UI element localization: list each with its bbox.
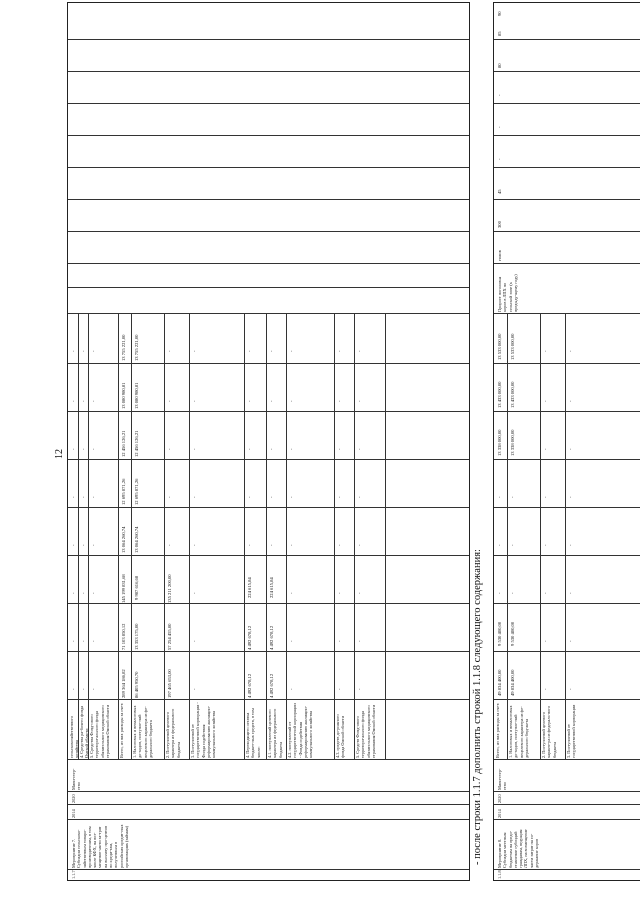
cell-2016: 13 064 260,74 — [134, 526, 139, 553]
cell-2015: 224 615,84 — [247, 577, 252, 598]
row-117-source: 5. Средств Фонд-ового территори-ального фонда обязательного медицинского страхования Омской области — [355, 704, 376, 758]
cell-2015: - — [543, 592, 548, 594]
cell-2015: - — [337, 592, 342, 594]
cell-total: 197 465 653,00 — [167, 669, 172, 698]
cell-2020: 13 755 221,00 — [134, 334, 139, 361]
row-117-source: Всего, из них расходы за счет: — [119, 702, 124, 758]
cell-2017: - — [269, 496, 274, 498]
row-117-source: 3. Поступлений от государственной корпорации - Фонда содействия реформированию жилищно-коммунального хозяйства — [190, 702, 217, 758]
cell-2014: 4 492 678,12 — [247, 625, 252, 650]
cell-2019: - — [71, 400, 76, 402]
row-117-source: 5. Средства Фонд-ового территори-ального фонда обязательного медицинского страхования Омской области — [89, 704, 110, 758]
cell-2015: - — [568, 592, 573, 594]
cell-2020: - — [337, 350, 342, 352]
row-117-source: сельскохозяйственного хозяйства — [69, 715, 80, 758]
cell-2014: - — [568, 640, 573, 642]
cell-2017: - — [289, 496, 294, 498]
cell-total: 289 364 186,82 — [121, 669, 126, 698]
cell-2020: - — [269, 350, 274, 352]
cell-2017: - — [91, 496, 96, 498]
row-117-source: 1. Налоговых и неналоговых до-ходов, поступле-ний нецелевого характера из фе-дерального бюджета — [132, 705, 153, 758]
indicator-unit: голов — [497, 250, 502, 261]
cell-2015: 9 987 616,68 — [134, 575, 139, 600]
cell-2016: - — [247, 544, 252, 546]
cell-total: - — [192, 688, 197, 690]
cell-2020: - — [568, 350, 573, 352]
cell-2017: - — [357, 496, 362, 498]
cell-2019: 13 080 980,81 — [134, 382, 139, 409]
cell-2014: - — [337, 640, 342, 642]
cell-2018: - — [269, 448, 274, 450]
row-117-source: 4.3. средств до-рожного фонда Омской области — [335, 714, 346, 758]
cell-2020: - — [357, 350, 362, 352]
cell-2019: 13 433 000,00 — [510, 381, 515, 408]
indicator-value: 85 — [497, 31, 502, 36]
cell-2015: - — [91, 592, 96, 594]
cell-2016: - — [357, 544, 362, 546]
cell-2019: - — [543, 400, 548, 402]
cell-2015: - — [289, 592, 294, 594]
row-118-year-end: 2020 — [497, 794, 502, 803]
indicator-value: - — [497, 94, 502, 96]
indicator-value: 45 — [497, 189, 502, 194]
cell-2014: 9 530 400,00 — [510, 621, 515, 646]
cell-2014: 57 254 455,00 — [167, 623, 172, 650]
indicator-value: - — [497, 126, 502, 128]
cell-2016: - — [192, 544, 197, 546]
cell-2016: - — [337, 544, 342, 546]
row-118-source: Всего, из них расходы за счет: — [495, 702, 500, 758]
row-117-source: 4. Средства ра-бочего фонда Омской области — [79, 705, 90, 758]
cell-2020: - — [247, 350, 252, 352]
cell-total: 49 834 400,00 — [497, 669, 502, 696]
row-117-source: 4.1. поступлений целевого характера из федерального бюджета — [267, 708, 283, 758]
cell-2019: - — [289, 400, 294, 402]
cell-2020: - — [192, 350, 197, 352]
cell-2017: 12 695 871,26 — [121, 478, 126, 505]
cell-total: - — [81, 688, 86, 690]
cell-2020: - — [167, 350, 172, 352]
cell-2019: - — [167, 400, 172, 402]
cell-2014: 9 530 400,00 — [497, 621, 502, 646]
cell-2018: - — [91, 448, 96, 450]
cell-2017: - — [510, 496, 515, 498]
row-118-source: 2. Поступлений целевого характе-ра из федераль-ного бюджета — [541, 705, 557, 758]
cell-2020: - — [543, 350, 548, 352]
cell-2020: 13 533 000,00 — [497, 333, 502, 360]
cell-total: 4 492 678,12 — [247, 673, 252, 698]
row-117-executor: Мини-стер-ство — [71, 768, 82, 790]
page-number: 12 — [54, 449, 65, 459]
cell-2019: - — [192, 400, 197, 402]
cell-2018: 13 338 000,00 — [510, 429, 515, 456]
cell-2016: 13 064 260,74 — [121, 526, 126, 553]
cell-2015: - — [497, 592, 502, 594]
cell-2014: - — [71, 640, 76, 642]
cell-2018: - — [357, 448, 362, 450]
cell-2017: - — [81, 496, 86, 498]
added-row-table — [493, 2, 640, 881]
row-117-year-start: 2014 — [71, 809, 76, 818]
cell-total: - — [289, 688, 294, 690]
cell-2014: 13 353 175,00 — [134, 623, 139, 650]
cell-2020: - — [71, 350, 76, 352]
cell-2020: - — [289, 350, 294, 352]
row-117-number: 1.1.7 — [71, 870, 76, 879]
row-118-source: 1. Налоговых и неналоговых до-ходов, поступле-ний нецелевого характера из фе-дерального бюд-жета — [508, 705, 529, 758]
row-118-event: Мероприятие 8. Субсидии местным бюджетам на предо-ставление субсидий гражданам, ведущим ЛПХ, на возмещение части затрат на со-держание коров — [497, 829, 540, 868]
cell-2016: - — [543, 544, 548, 546]
cell-2018: 12 456 126,21 — [121, 430, 126, 457]
cell-2020: - — [81, 350, 86, 352]
cell-2015: - — [71, 592, 76, 594]
cell-2019: 13 433 000,00 — [497, 381, 502, 408]
cell-2016: - — [510, 544, 515, 546]
cell-total: - — [71, 688, 76, 690]
row-117-year-end: 2020 — [71, 794, 76, 803]
cell-total: 49 834 400,00 — [510, 669, 515, 696]
cell-2017: - — [71, 496, 76, 498]
cell-2014: - — [192, 640, 197, 642]
cell-2016: - — [568, 544, 573, 546]
cell-2014: - — [543, 640, 548, 642]
caption-text: - после строки 1.1.7 дополнить строкой 1.1.8 следующего содержания: — [472, 549, 483, 865]
indicator-value: 300 — [497, 221, 502, 228]
cell-2017: - — [497, 496, 502, 498]
cell-total: 86 405 950,70 — [134, 671, 139, 698]
row-118-number: 1.1.8 — [497, 870, 502, 879]
cell-2019: - — [568, 400, 573, 402]
indicator-value: 80 — [497, 63, 502, 68]
cell-2019: - — [269, 400, 274, 402]
cell-2018: - — [247, 448, 252, 450]
cell-2014: - — [81, 640, 86, 642]
cell-2017: - — [568, 496, 573, 498]
cell-2020: - — [91, 350, 96, 352]
cell-2017: - — [192, 496, 197, 498]
cell-2019: - — [91, 400, 96, 402]
cell-2015: - — [357, 592, 362, 594]
cell-total: 4 492 678,12 — [269, 673, 274, 698]
indicator-name: Прирост поголовья коров в ЛПХ по сельской зоне (к предыду-щему году) — [497, 274, 518, 312]
cell-2018: 12 456 126,21 — [134, 430, 139, 457]
row-118-source: 3. Поступлений от государственной корпорации — [566, 704, 577, 758]
cell-2015: 145 199 831,68 — [121, 574, 126, 603]
cell-total: - — [568, 688, 573, 690]
cell-2015: - — [81, 592, 86, 594]
cell-2018: - — [568, 448, 573, 450]
cell-2017: - — [167, 496, 172, 498]
cell-2018: - — [289, 448, 294, 450]
cell-2018: - — [337, 448, 342, 450]
indicator-value: 90 — [497, 11, 502, 16]
row-118-year-start: 2014 — [497, 809, 502, 818]
cell-2016: - — [289, 544, 294, 546]
cell-2016: - — [269, 544, 274, 546]
cell-2017: - — [247, 496, 252, 498]
row-117-source: 2. Поступлений целевого характера из федерального бюджета — [165, 708, 181, 758]
cell-total: - — [543, 688, 548, 690]
cell-2016: - — [497, 544, 502, 546]
cell-2018: 13 338 000,00 — [497, 429, 502, 456]
indicator-value: - — [497, 158, 502, 160]
cell-2015: 135 211 200,00 — [167, 574, 172, 603]
cell-2018: - — [71, 448, 76, 450]
cell-2018: - — [81, 448, 86, 450]
cell-2016: - — [167, 544, 172, 546]
row-117-source: 4. Переходящего остатка бюджет-ных средств, в том числе: — [245, 708, 261, 758]
cell-2018: - — [192, 448, 197, 450]
cell-2020: 13 533 000,00 — [510, 333, 515, 360]
cell-2016: - — [71, 544, 76, 546]
cell-2018: - — [167, 448, 172, 450]
cell-2019: - — [337, 400, 342, 402]
cell-2016: - — [91, 544, 96, 546]
row-117-source: 4.2. поступлений от государствен-ной корпорации - Фонда содействия реформированию жилищно-коммунального хозяйства — [287, 703, 314, 758]
cell-2014: - — [91, 640, 96, 642]
cell-2016: - — [81, 544, 86, 546]
cell-total: - — [337, 688, 342, 690]
cell-total: - — [91, 688, 96, 690]
cell-2015: - — [510, 592, 515, 594]
cell-2018: - — [543, 448, 548, 450]
main-table — [67, 2, 470, 881]
cell-2014: 4 492 678,12 — [269, 625, 274, 650]
cell-2014: - — [289, 640, 294, 642]
cell-total: - — [357, 688, 362, 690]
row-117-event: Мероприятие 7. Субсидии сельскохо-зяйственным товаро-производителям, в том числе КФХ, на воз-мещение части за-трат на выплату про-центов по креди-там, полученным в российских кредит-ных организациях (займам) — [71, 824, 129, 868]
cell-2017: - — [337, 496, 342, 498]
cell-2017: 12 695 871,26 — [134, 478, 139, 505]
cell-2019: - — [81, 400, 86, 402]
cell-2019: - — [247, 400, 252, 402]
row-118-executor: Мини-стер-ство — [497, 768, 508, 790]
cell-2019: 13 080 980,81 — [121, 382, 126, 409]
cell-2015: 224 615,84 — [269, 577, 274, 598]
cell-2014: 71 103 850,12 — [121, 623, 126, 650]
cell-2017: - — [543, 496, 548, 498]
cell-2014: - — [357, 640, 362, 642]
cell-2015: - — [192, 592, 197, 594]
cell-2019: - — [357, 400, 362, 402]
cell-2020: 13 755 221,00 — [121, 334, 126, 361]
